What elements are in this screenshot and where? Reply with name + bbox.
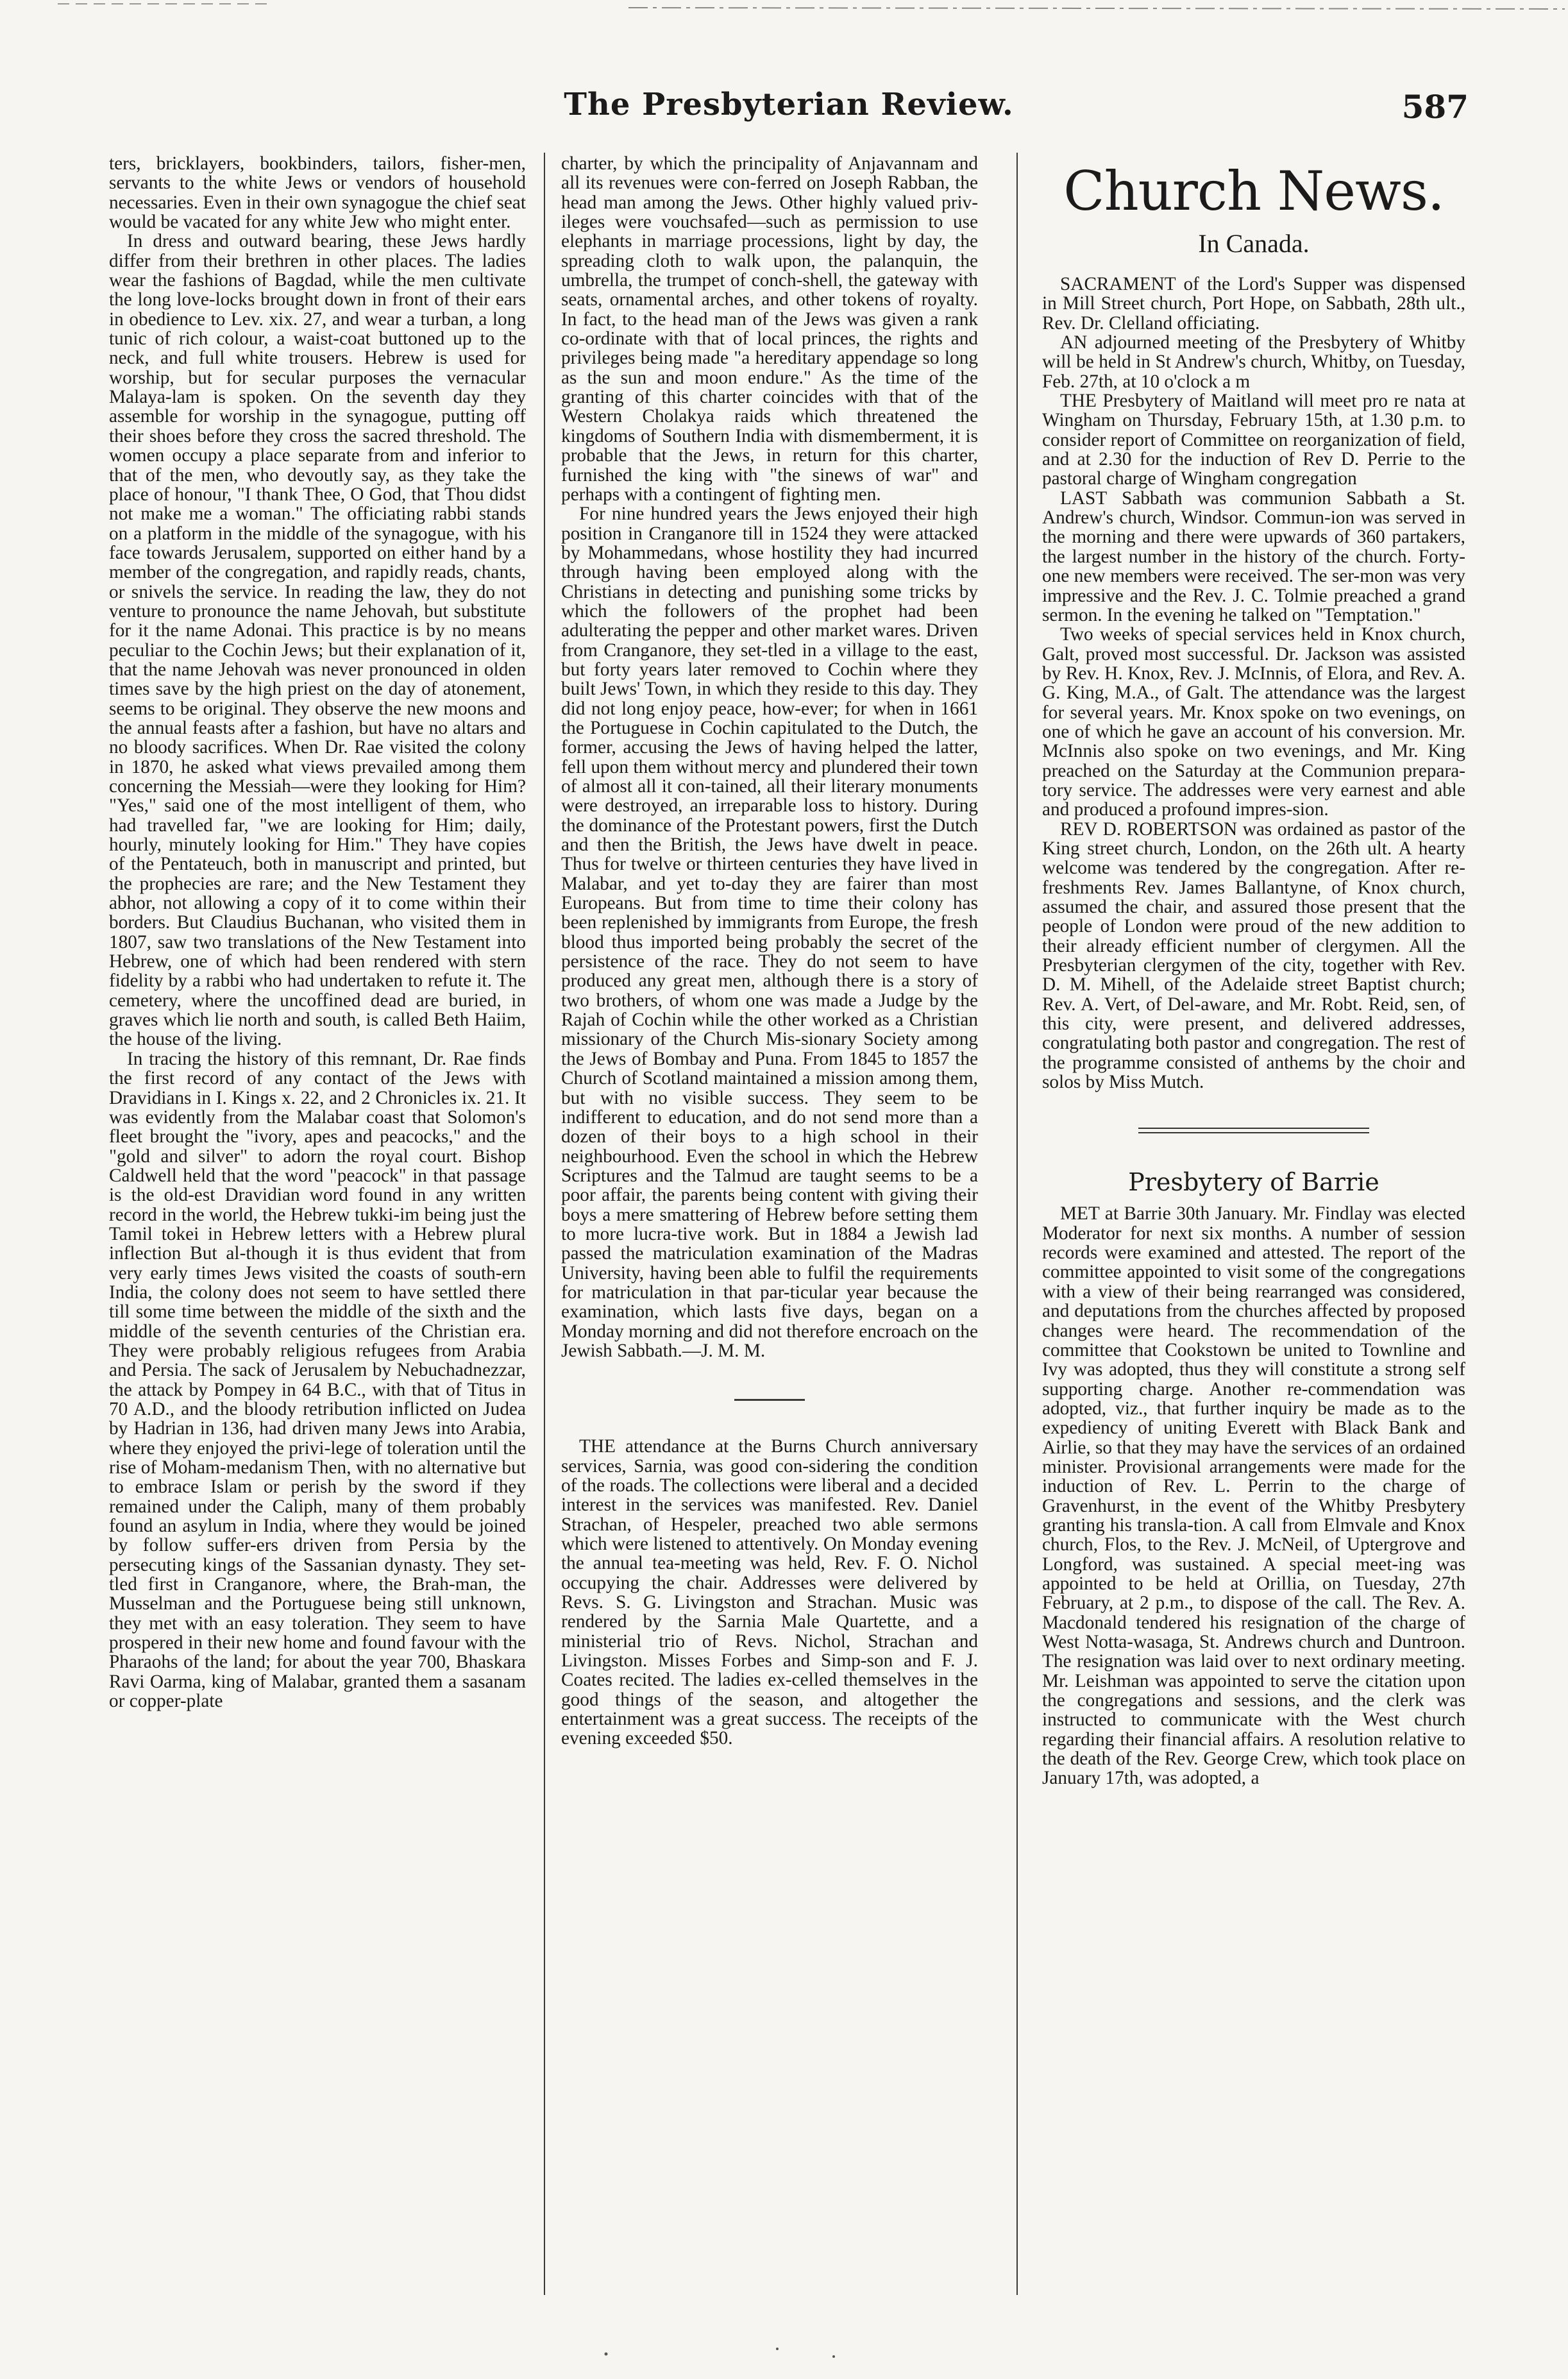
page-header — [109, 87, 1469, 131]
news-item: MET at Barrie 30th January. Mr. Findlay was elected Moderator for next six months. A number of session records were examined and attested. The report of the committee appointed to visit some of the congregations with a view of their being rearranged was considered, and deputations from the churches affected by proposed changes were heard. The recommendation of the committee that Cookstown be united to Townline and Ivy was adopted, thus they will constitute a strong self supporting charge. Another re-commendation was adopted, viz., that further inquiry be made as to the expediency of uniting Everett with Black Bank and Airlie, so that they may have the services of an ordained minister. Provisional arrangements were made for the induction of Rev. L. Perrin to the charge of Gravenhurst, in the event of the Whitby Presbytery granting his transla-tion. A call from Elmvale and Knox church, Flos, to the Rev. J. McNeil, of Uptergrove and Longford, was sustained. A special meet-ing was appointed to be held at Orillia, on Tuesday, 27th February, at 2 p.m., to dispose of the call. The Rev. A. Macdonald tendered his resignation of the charge of West Notta-wasaga, St. Andrews church and Duntroon. The resignation was laid over to next ordinary meeting. Mr. Leishman was appointed to serve the citation upon the congregations and sessions, and the clerk was instructed to communicate with the West church regarding their financial affairs. A resolution relative to the death of the Rev. George Crew, which took place on January 17th, was adopted, a — [1042, 1203, 1465, 1789]
section-divider — [1138, 1128, 1369, 1133]
column-rule-1 — [544, 153, 545, 2295]
news-item: REV D. ROBERTSON was ordained as pastor of the King street church, London, on the 26th ult. A hearty welcome was tendered by the congregation. After re-freshments Rev. James Ballantyne, of Knox church, assumed the chair, and assured those present that the people of London were proud of the new addition to their already efficient number of clergymen. All the Presbyterian clergymen of the city, together with Rev. D. M. Mihell, of the Adelaide street Baptist church; Rev. A. Vert, of Del-aware, and Mr. Robt. Reid, sen, of this city, were present, and delivered addresses, congratulating both pastor and congregation. The rest of the programme consisted of anthems by the choir and solos by Miss Mutch. — [1042, 818, 1465, 1093]
page-number: 587 — [1401, 88, 1469, 126]
in-canada-subheading: In Canada. — [1198, 229, 1310, 258]
column-3 — [1042, 154, 1465, 2290]
column-1 — [109, 154, 526, 2290]
column-2 — [561, 154, 978, 2290]
news-item: SACRAMENT of the Lord's Supper was dispensed in Mill Street church, Port Hope, on Sabbath, 28th ult., Rev. Dr. Clelland officiating. — [1042, 274, 1465, 334]
section-divider — [734, 1399, 805, 1401]
journal-title: The Presbyterian Review. — [564, 87, 1014, 123]
church-news-heading: Church News. — [1063, 160, 1444, 223]
paragraph: ters, bricklayers, bookbinders, tailors, fisher-men, servants to the white Jews or vendors of household necessaries. Even in their own synagogue the chief seat would be vacated for any white Jew who might enter. — [109, 154, 526, 233]
bottom-edge-artifact — [0, 2341, 1568, 2367]
news-item: AN adjourned meeting of the Presbytery of Whitby will be held in St Andrew's church, Whitby, on Tuesday, Feb. 27th, at 10 o'clock a m — [1042, 332, 1465, 392]
paragraph: charter, by which the principality of Anjavannam and all its revenues were con-ferred on Joseph Rabban, the head man among the Jews. Other highly valued priv-ileges were vouchsafed—such as permission to use elephants in marriage processions, light by day, the spreading cloth to walk upon, the palanquin, the umbrella, the trumpet of conch-shell, the gateway with seats, ornamental arches, and other tokens of royalty. In fact, to the head man of the Jews was given a rank co-ordinate with that of local princes, the rights and privileges being made "a hereditary appendage so long as the sun and moon endure." As the time of the granting of this charter coincides with that of the Western Cholakya raids which threatened the kingdoms of Southern India with dismemberment, it is probable that the Jews, in return for this charter, furnished the king with "the sinews of war" and perhaps with a contingent of fighting men. — [561, 154, 978, 505]
paragraph: THE attendance at the Burns Church anniversary services, Sarnia, was good con-sidering the condition of the roads. The collections were liberal and a decided interest in the services was manifested. Rev. Daniel Strachan, of Hespeler, preached two able sermons which were listened to attentively. On Monday evening the annual tea-meeting was held, Rev. F. O. Nichol occupying the chair. Addresses were delivered by Revs. S. G. Livingston and Strachan. Music was rendered by the Sarnia Male Quartette, and a ministerial trio of Revs. Nichol, Strachan and Livingston. Misses Forbes and Simp-son and F. J. Coates recited. The ladies ex-celled themselves in the good things of the season, and altogether the entertainment was a great success. The receipts of the evening exceeded $50. — [561, 1436, 978, 1749]
column-rule-2 — [1016, 153, 1018, 2295]
news-item: THE Presbytery of Maitland will meet pro re nata at Wingham on Thursday, February 15th, at 1.30 p.m. to consider report of Committee on reorganization of field, and at 2.30 for the induction of Rev D. Perrie to the pastoral charge of Wingham congregation — [1042, 391, 1465, 489]
news-item: LAST Sabbath was communion Sabbath a St. Andrew's church, Windsor. Commun-ion was served in the morning and there were upwards of 360 partakers, the largest number in the history of the church. Forty-one new members were received. The ser-mon was very impressive and the Rev. J. C. Tolmie preached a grand sermon. In the evening he talked on "Temptation." — [1042, 487, 1465, 625]
news-item: Two weeks of special services held in Knox church, Galt, proved most successful. Dr. Jackson was assisted by Rev. H. Knox, Rev. J. McInnis, of Elora, and Rev. A. G. King, M.A., of Galt. The attendance was the largest for several years. Mr. Knox spoke on two evenings, on one of which he gave an account of his conversion. Mr. McInnis also spoke on two evenings, and Mr. King preached on the Saturday at the Communion prepara-tory service. The addresses were very earnest and able and produced a profound impres-sion. — [1042, 624, 1465, 820]
top-edge-artifact — [0, 0, 1568, 26]
paragraph: In dress and outward bearing, these Jews hardly differ from their brethren in other places. The ladies wear the fashions of Bagdad, while the men cultivate the long love-locks brought down in front of their ears in obedience to Lev. xix. 27, and wear a turban, a long tunic of rich colour, a waist-coat buttoned up to the neck, and full white trousers. Hebrew is used for worship, but for secular purposes the vernacular Malaya-lam is spoken. On the seventh day they assemble for worship in the synagogue, putting off their shoes before they cross the sacred threshold. The women occupy a place separate from and inferior to that of the men, who devoutly say, as they take the place of honour, "I thank Thee, O God, that Thou didst not make me a woman." The officiating rabbi stands on a platform in the middle of the synagogue, with his face towards Jerusalem, supported on either hand by a member of the congregation, and rapidly reads, chants, or snivels the service. In reading the law, they do not venture to pronounce the name Jehovah, but substitute for it the name Adonai. This practice is by no means peculiar to the Cochin Jews; but their explanation of it, that the name Jehovah was never pronounced in olden times save by the high priest on the day of atonement, seems to be original. They observe the new moons and the annual feasts after a fashion, but have no altars and no bloody sacrifices. When Dr. Rae visited the colony in 1870, he asked what views prevailed among them concerning the Messiah—were they looking for Him? "Yes," said one of the most intelligent of them, who had travelled far, "we are looking for Him; daily, hourly, minutely looking for Him." They have copies of the Pentateuch, both in manuscript and printed, but the prophecies are rare; and the New Testament they abhor, not allowing a copy of it to come within their borders. But Claudius Buchanan, who visited them in 1807, saw two translations of the New Testament into Hebrew, one of which had been rendered with stern fidelity by a rabbi who had undertaken to refute it. The cemetery, where the uncoffined dead are buried, in graves which lie north and south, is called Beth Haiim, the house of the living. — [109, 231, 526, 1050]
presbytery-of-barrie-heading: Presbytery of Barrie — [1128, 1168, 1379, 1197]
paragraph: For nine hundred years the Jews enjoyed their high position in Cranganore till in 1524 they were attacked by Mohammedans, whose hostility they had incurred through having been employed along with the Christians in detecting and punishing some tricks by which the followers of the prophet had been adulterating the pepper and other market wares. Driven from Cranganore, they set-tled in a village to the east, but forty years later removed to Cochin where they built Jews' Town, in which they reside to this day. They did not long enjoy peace, how-ever; for when in 1661 the Portuguese in Cochin capitulated to the Dutch, the former, accusing the Jews of having helped the latter, fell upon them without mercy and plundered their town of almost all it con-tained, all their literary monuments were destroyed, an irreparable loss to history. During the dominance of the Protestant powers, first the Dutch and then the British, the Jews have dwelt in peace. Thus for twelve or thirteen centuries they have lived in Malabar, and yet to-day they are fairer than most Europeans. But from time to time their colony has been replenished by immigrants from Europe, the fresh blood thus imported being probably the secret of the persistence of the race. They do not seem to have produced any great men, although there is a story of two brothers, of whom one was made a Judge by the Rajah of Cochin while the other worked as a Christian missionary of the Church Mis-sionary Society among the Jews of Bombay and Puna. From 1845 to 1857 the Church of Scotland maintained a mission among them, but with no visible success. They seem to be indifferent to education, and do not send more than a dozen of their boys to a high school in their neighbourhood. Even the school in which the Hebrew Scriptures and the Talmud are taught seems to be a poor affair, the parents being content with giving their boys a mere smattering of Hebrew before setting them to more lucra-tive work. But in 1884 a Jewish lad passed the matriculation examination of the Madras University, having been able to fulfil the requirements for matriculation in that par-ticular year because the examination, which lasts five days, began on a Monday morning and did not therefore encroach on the Jewish Sabbath.—J. M. M. — [561, 504, 978, 1361]
paragraph: In tracing the history of this remnant, Dr. Rae finds the first record of any contact of the Jews with Dravidians in I. Kings x. 22, and 2 Chronicles ix. 21. It was evidently from the Malabar coast that Solomon's fleet brought the "ivory, apes and peacocks," and the "gold and silver" to adorn the royal court. Bishop Caldwell held that the word "peacock" in that passage is the old-est Dravidian word found in any written record in the world, the Hebrew tukki-im being just the Tamil tokei in Hebrew letters with a Hebrew plural inflection But al-though it is thus evident that from very early times Jews visited the coasts of south-ern India, the colony does not seem to have settled there till some time between the middle of the sixth and the middle of the seventh centuries of the Christian era. They were probably religious refugees from Arabia and Persia. The sack of Jerusalem by Nebuchadnezzar, the attack by Pompey in 64 B.C., with that of Titus in 70 A.D., and the bloody retribution inflicted on Judea by Hadrian in 136, had driven many Jews into Arabia, where they enjoyed the privi-lege of toleration until the rise of Moham-medanism Then, with no alternative but to embrace Islam or perish by the sword if they remained under the Caliph, many of them probably found an asylum in India, where they would be joined by follow suffer-ers driven from Persia by the persecuting kings of the Sassanian dynasty. They set-tled first in Cranganore, where, the Brah-man, the Musselman and the Portuguese being still unknown, they met with an easy toleration. They seem to have prospered in their new home and found favour with the Pharaohs of the land; for about the year 700, Bhaskara Ravi Oarma, king of Malabar, granted them a sasanam or copper-plate — [109, 1048, 526, 1712]
